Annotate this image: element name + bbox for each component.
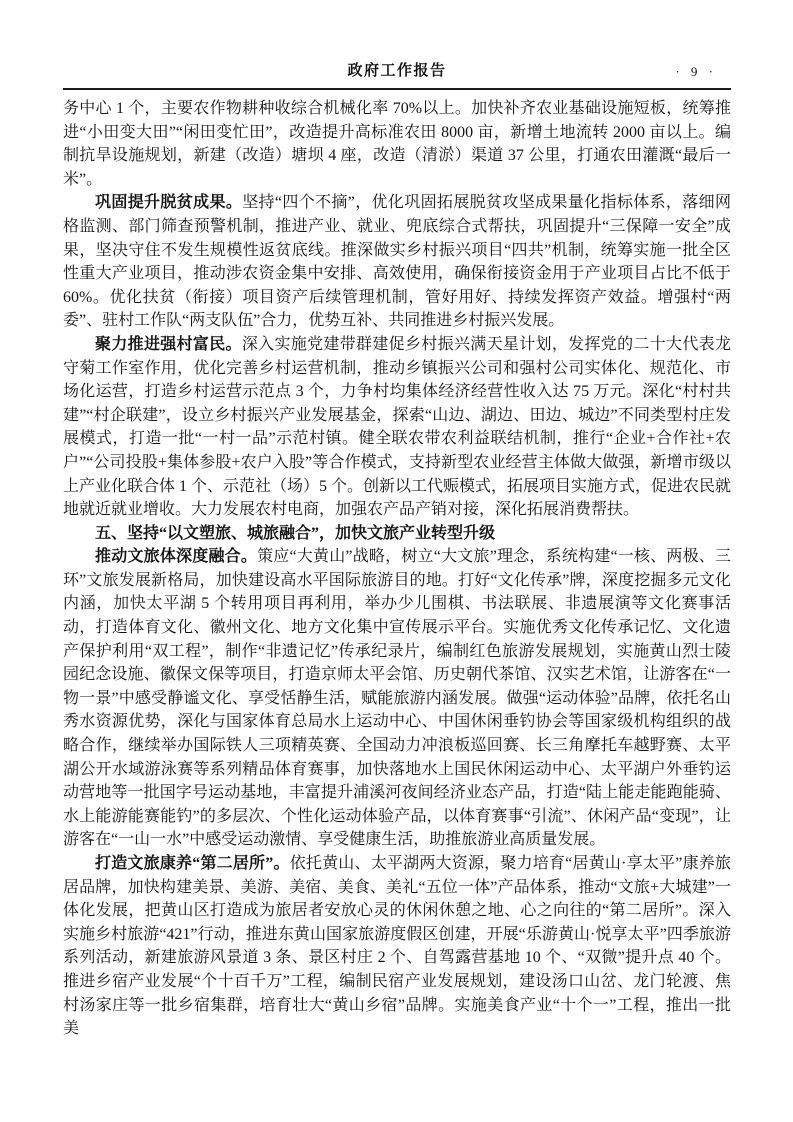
paragraph [63, 852, 731, 1041]
page-title: 政府工作报告 [347, 62, 447, 79]
paragraph-text: 坚持“四个不摘”，优化巩固拓展脱贫攻坚成果量化指标体系，落细网格监测、部门筛查预警机制，推进产业、就业、兜底综合式帮扶，巩固提升“三保障一安全”成果，坚决守住不发生规模性返贫底线。推深做实乡村振兴项目“四共”机制，统筹实施一批全区性重大产业项目，推动涉农资金集中安排、高效使用，确保衔接资金用于产业项目占比不低于 60%。优化扶贫（衔接）项目资产后续管理机制，管好用好、持续发挥资产效益。增强村“两委”、驻村工作队“两支队伍”合力，优势互补、共同推进乡村振兴发展。 [63, 194, 731, 330]
paragraph-lead: 巩固提升脱贫成果。 [95, 194, 243, 212]
header-divider [63, 88, 731, 90]
paragraph-text: 依托黄山、太平湖两大资源，聚力培育“居黄山·享太平”康养旅居品牌，加快构建美景、美游、美宿、美食、美礼“五位一体”产品体系，推动“文旅+大城建”一体化发展，把黄山区打造成为旅居者安放心灵的休闲休憩之地、心之向往的“第二居所”。深入实施乡村旅游“421”行动，推进东黄山国家旅游度假区创建，开展“乐游黄山·悦享太平”四季旅游系列活动，新建旅游风景道 3 条、景区村庄 2 个、自驾露营基地 10 个、“双微”提升点 40 个。推进乡宿产业发展“个十百千万”工程，编制民宿产业发展规划，建设汤口山岔、龙门轮渡、焦村汤家庄等一批乡宿集群，培育壮大“黄山乡宿”品牌。实施美食产业“十个一”工程，推出一批美 [63, 855, 731, 1038]
paragraph [63, 545, 731, 852]
paragraph-continuation [63, 97, 731, 191]
section-heading [63, 522, 731, 546]
paragraph-text: 务中心 1 个，主要农作物耕种收综合机械化率 70%以上。加快补齐农业基础设施短板，统筹推进“小田变大田”“闲田变忙田”，改造提升高标准农田 8000 亩，新增土地流转 2000 亩以上。编制抗旱设施规划，新建（改造）塘坝 4 座，改造（清淤）渠道 37 公里，打通农田灌溉“最后一米”。 [63, 100, 731, 188]
paragraph-lead: 打造文旅康养“第二居所”。 [95, 855, 290, 872]
page-header [63, 62, 731, 90]
paragraph-lead: 聚力推进强村富民。 [95, 335, 242, 353]
paragraph [63, 191, 731, 333]
page-number: · 9 · [675, 64, 717, 79]
document-body [63, 97, 731, 1041]
paragraph-lead: 推动文旅体深度融合。 [95, 548, 258, 566]
paragraph-text: 策应“大黄山”战略，树立“大文旅”理念，系统构建“一核、两极、三环”文旅发展新格局，加快建设高水平国际旅游目的地。打好“文化传承”牌，深度挖掘多元文化内涵，加快太平湖 5 个转用项目再利用，举办少儿围棋、书法联展、非遗展演等文化赛事活动，打造体育文化、徽州文化、地方文化集中宣传展示平台。实施优秀文化传承记忆、文化遗产保护利用“双工程”，制作“非遗记忆”传承纪录片，编制红色旅游发展规划，实施黄山烈士陵园纪念设施、徽保文保等项目，打造京师太平会馆、历史朝代茶馆、汉实艺术馆，让游客在“一物一景”中感受静谧文化、享受恬静生活，赋能旅游内涵发展。做强“运动体验”品牌，依托名山秀水资源优势，深化与国家体育总局水上运动中心、中国休闲垂钓协会等国家级机构组织的战略合作，继续举办国际铁人三项精英赛、全国动力冲浪板巡回赛、长三角摩托车越野赛、太平湖公开水域游泳赛等系列精品体育赛事，加快落地水上国民休闲运动中心、太平湖户外垂钓运动营地等一批国字号运动基地，丰富提升浦溪河夜间经济业态产品，打造“陆上能走能跑能骑、水上能游能赛能钓”的多层次、个性化运动体验产品，以体育赛事“引流”、休闲产品“变现”，让游客在“一山一水”中感受运动激情、享受健康生活，助推旅游业高质量发展。 [63, 548, 731, 849]
paragraph-text: 深入实施党建带群建促乡村振兴满天星计划，发挥党的二十大代表龙守菊工作室作用，优化完善乡村运营机制，推动乡镇振兴公司和强村公司实体化、规范化、市场化运营，打造乡村运营示范点 3 个，力争村均集体经济经营性收入达 75 万元。深化“村村共建”“村企联建”，设立乡村振兴产业发展基金，探索“山边、湖边、田边、城边”不同类型村庄发展模式，打造一批“一村一品”示范村镇。健全联农带农利益联结机制，推行“企业+合作社+农户”“公司投股+集体参股+农户入股”等合作模式，支持新型农业经营主体做大做强，新增市级以上产业化联合体 1 个、示范社（场）5 个。创新以工代赈模式，拓展项目实施方式，促进农民就地就近就业增收。大力发展农村电商，加强农产品产销对接，深化拓展消费帮扶。 [63, 335, 732, 519]
section-heading-text: 五、坚持“以文塑旅、城旅融合”，加快文旅产业转型升级 [95, 524, 496, 542]
paragraph [63, 333, 731, 522]
